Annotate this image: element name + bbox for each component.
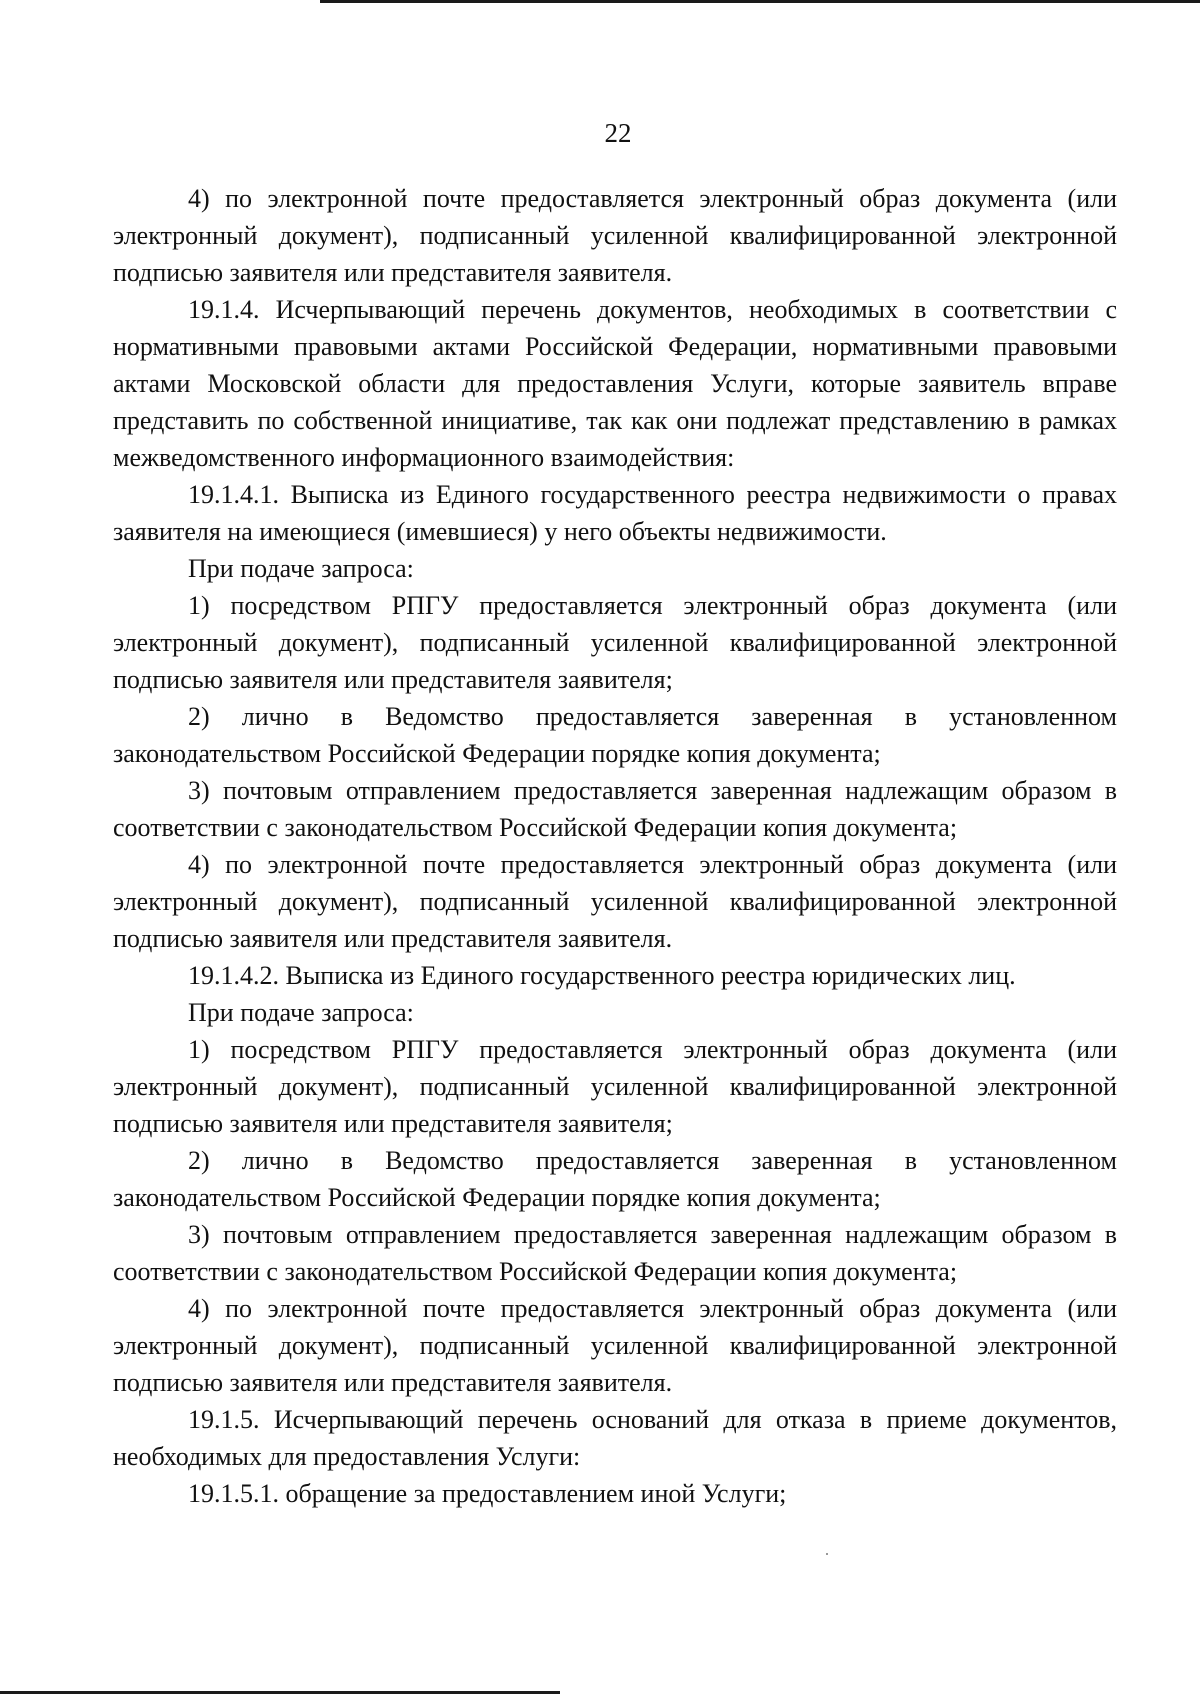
paragraph-rpgu-submission-2: 1) посредством РПГУ предоставляется электронный образ документа (или электронный документ), подписанный усиленной квалифицированной электронной подписью заявителя или представителя заявителя; xyxy=(113,1035,1117,1138)
paragraph-rpgu-submission-1: 1) посредством РПГУ предоставляется электронный образ документа (или электронный документ), подписанный усиленной квалифицированной электронной подписью заявителя или представителя заявителя; xyxy=(113,591,1117,694)
paragraph-request-submission-2: При подаче запроса: xyxy=(188,998,414,1027)
paragraph-email-submission-3: 4) по электронной почте предоставляется электронный образ документа (или электронный документ), подписанный усиленной квалифицированной электронной подписью заявителя или представителя заявителя. xyxy=(113,1294,1117,1397)
paragraph-email-submission-2: 4) по электронной почте предоставляется электронный образ документа (или электронный документ), подписанный усиленной квалифицированной электронной подписью заявителя или представителя заявителя. xyxy=(113,850,1117,953)
paragraph-postal-submission-1: 3) почтовым отправлением предоставляется заверенная надлежащим образом в соответствии с законодательством Российской Федерации копия документа; xyxy=(113,776,1117,842)
scan-speck xyxy=(826,1553,828,1555)
paragraph-email-submission-1: 4) по электронной почте предоставляется электронный образ документа (или электронный документ), подписанный усиленной квалифицированной электронной подписью заявителя или представителя заявителя. xyxy=(113,184,1117,287)
page-number: 22 xyxy=(604,118,632,148)
paragraph-request-submission-1: При подаче запроса: xyxy=(188,554,414,583)
paragraph-in-person-submission-2: 2) лично в Ведомство предоставляется заверенная в установленном законодательством Российской Федерации порядке копия документа; xyxy=(113,1146,1117,1212)
scan-top-edge-line xyxy=(320,0,1200,3)
paragraph-section-19-1-4-2: 19.1.4.2. Выписка из Единого государственного реестра юридических лиц. xyxy=(188,961,1016,990)
paragraph-in-person-submission-1: 2) лично в Ведомство предоставляется заверенная в установленном законодательством Российской Федерации порядке копия документа; xyxy=(113,702,1117,768)
paragraph-section-19-1-5: 19.1.5. Исчерпывающий перечень оснований для отказа в приеме документов, необходимых для предоставления Услуги: xyxy=(113,1405,1117,1471)
scan-bottom-edge-line xyxy=(0,1691,560,1694)
paragraph-section-19-1-4-1: 19.1.4.1. Выписка из Единого государственного реестра недвижимости о правах заявителя на имеющиеся (имевшиеся) у него объекты недвижимости. xyxy=(113,480,1117,546)
paragraph-postal-submission-2: 3) почтовым отправлением предоставляется заверенная надлежащим образом в соответствии с законодательством Российской Федерации копия документа; xyxy=(113,1220,1117,1286)
paragraph-section-19-1-5-1: 19.1.5.1. обращение за предоставлением иной Услуги; xyxy=(188,1479,787,1508)
paragraph-section-19-1-4: 19.1.4. Исчерпывающий перечень документов, необходимых в соответствии с нормативными правовыми актами Российской Федерации, нормативными правовыми актами Московской области для предоставления Услуги, которые заявитель вправе представить по собственной инициативе, так как они подлежат представлению в рамках межведомственного информационного взаимодействия: xyxy=(113,295,1117,472)
